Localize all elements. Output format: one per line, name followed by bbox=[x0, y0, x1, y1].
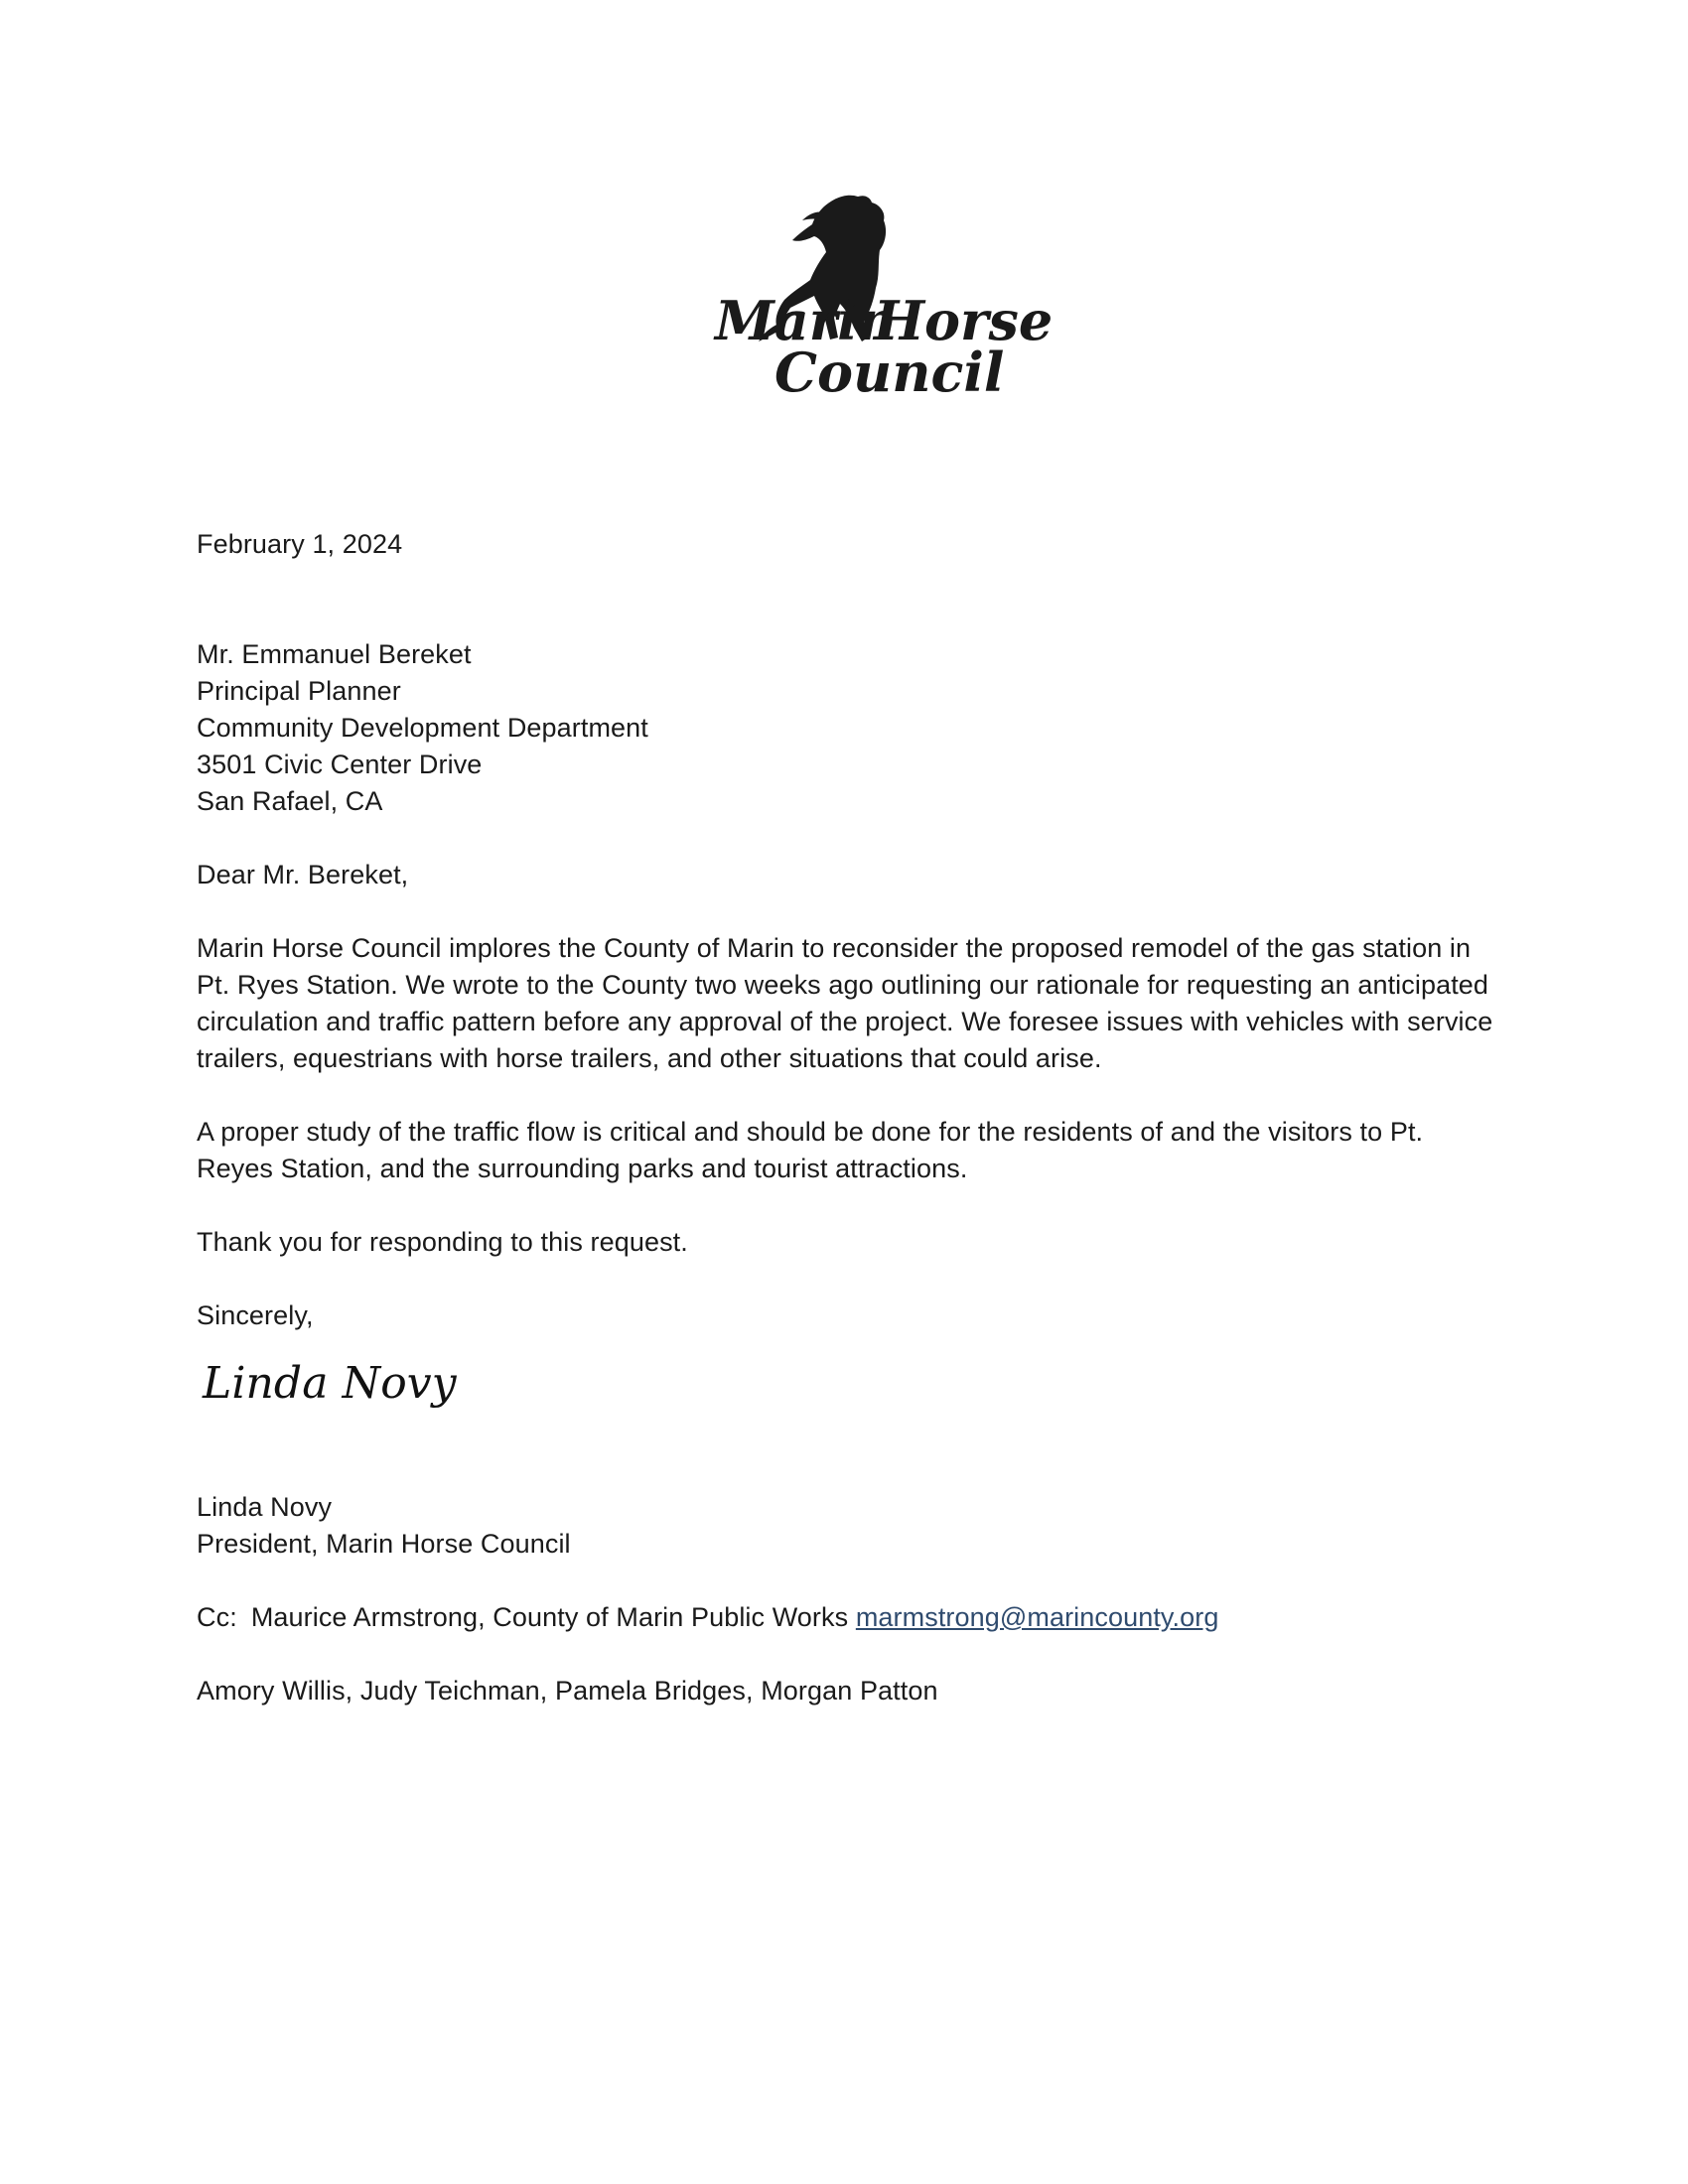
closing: Sincerely, bbox=[197, 1300, 314, 1330]
logo-word-right: Horse bbox=[874, 289, 1054, 352]
recipient-city: San Rafael, CA bbox=[197, 786, 383, 816]
letter-date: February 1, 2024 bbox=[197, 529, 403, 559]
cc-line bbox=[197, 1599, 1497, 1636]
sender-name: Linda Novy bbox=[197, 1492, 333, 1522]
body-paragraph-3: Thank you for responding to this request. bbox=[197, 1227, 688, 1257]
body-paragraph-2: A proper study of the traffic flow is critical and should be done for the residents of and the visitors to Pt. Reyes Station, and the surrounding parks and tourist attractions. bbox=[197, 1117, 1424, 1183]
recipient-title: Principal Planner bbox=[197, 676, 401, 706]
logo-word-left: Marin bbox=[715, 289, 897, 352]
recipient-street: 3501 Civic Center Drive bbox=[197, 750, 483, 779]
cc-email-link[interactable]: marmstrong@marincounty.org bbox=[855, 1602, 1219, 1632]
recipient-department: Community Development Department bbox=[197, 713, 648, 743]
cc-label: Cc: bbox=[197, 1602, 237, 1632]
salutation: Dear Mr. Bereket, bbox=[197, 860, 409, 889]
letter-body bbox=[197, 526, 1497, 1709]
recipient-address bbox=[197, 636, 1497, 820]
additional-recipients: Amory Willis, Judy Teichman, Pamela Bridges, Morgan Patton bbox=[197, 1676, 938, 1706]
handwritten-signature: Linda Novy bbox=[203, 1358, 457, 1409]
logo-word-bottom: Council bbox=[774, 341, 1005, 404]
sender-title: President, Marin Horse Council bbox=[197, 1529, 571, 1559]
recipient-name: Mr. Emmanuel Bereket bbox=[197, 639, 472, 669]
cc-text: Maurice Armstrong, County of Marin Public Works bbox=[250, 1602, 849, 1632]
sender-block bbox=[197, 1489, 1497, 1563]
body-paragraph-1: Marin Horse Council implores the County of Marin to reconsider the proposed remodel of the gas station in Pt. Ryes Station. We wrote to the County two weeks ago outlining our rationale for requesting an anticipated circulation and traffic pattern before any approval of the project. We foresee issues with vehicles with service trailers, equestrians with horse trailers, and other situations that could arise. bbox=[197, 933, 1493, 1073]
letterhead-logo bbox=[675, 189, 1054, 404]
